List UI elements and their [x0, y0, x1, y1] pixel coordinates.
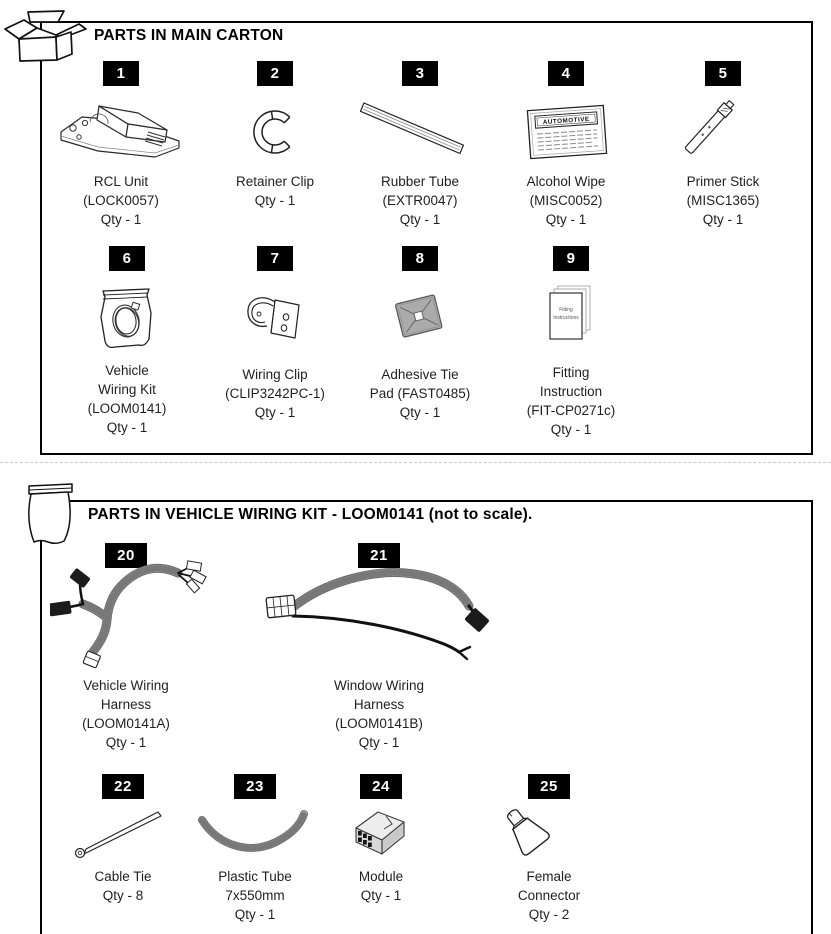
section-divider [0, 462, 831, 463]
label-line: Alcohol Wipe [526, 174, 606, 189]
label-line: Harness [100, 697, 152, 712]
part-number-tag-8: 8 [402, 246, 438, 271]
label-line: Retainer Clip [235, 174, 315, 189]
label-line: (FIT-CP0271c) [526, 403, 616, 418]
label-line: Vehicle Wiring [83, 678, 169, 693]
label-line: Qty - 1 [100, 212, 142, 227]
label-line: Qty - 1 [358, 735, 400, 750]
label-line: (LOOM0141) [87, 401, 167, 416]
vehicle-wiring-kit-bag-art [95, 283, 159, 361]
label-line: Qty - 1 [105, 735, 147, 750]
rubber-tube-art [360, 97, 480, 159]
part-number-tag-22: 22 [102, 774, 144, 799]
part-label-23 [218, 867, 292, 924]
part-label-4 [527, 172, 606, 229]
label-line: Plastic Tube [218, 869, 292, 884]
part-label-25 [518, 867, 580, 924]
label-line: Vehicle [105, 363, 149, 378]
part-label-3 [381, 172, 459, 229]
part-label-6 [88, 361, 167, 437]
part-number-tag-20: 20 [105, 543, 147, 568]
part-number-tag-23: 23 [234, 774, 276, 799]
plastic-bag-icon [26, 480, 78, 548]
label-line: Qty - 1 [702, 212, 744, 227]
wipe-packet-text: AUTOMOTIVE [542, 115, 590, 127]
part-number-tag-2: 2 [257, 61, 293, 86]
label-line: RCL Unit [93, 174, 149, 189]
label-line: Rubber Tube [380, 174, 460, 189]
label-line: Connector [517, 888, 581, 903]
label-line: (CLIP3242PC-1) [225, 386, 325, 401]
part-label-22 [94, 867, 151, 905]
label-line: Qty - 1 [399, 405, 441, 420]
label-line: Female [526, 869, 572, 884]
part-number-tag-4: 4 [548, 61, 584, 86]
label-line: Qty - 2 [528, 907, 570, 922]
label-line: Adhesive Tie [381, 367, 459, 382]
label-line: Qty - 1 [254, 193, 296, 208]
label-line: (LOOM0141A) [82, 716, 170, 731]
part-label-24 [359, 867, 403, 905]
part-number-tag-25: 25 [528, 774, 570, 799]
part-label-7 [225, 365, 325, 422]
wiring-clip-art [241, 290, 307, 347]
part-number-tag-24: 24 [360, 774, 402, 799]
label-line: 7x550mm [225, 888, 285, 903]
label-line: Instruction [539, 384, 603, 399]
label-line: (LOOM0141B) [335, 716, 423, 731]
part-number-tag-21: 21 [358, 543, 400, 568]
adhesive-tie-pad-art [388, 292, 450, 342]
label-line: Cable Tie [94, 869, 152, 884]
part-number-tag-7: 7 [257, 246, 293, 271]
booklet-text-line2: Instructions [553, 315, 579, 321]
part-label-5 [687, 172, 760, 229]
part-number-tag-9: 9 [553, 246, 589, 271]
primer-stick-art [664, 87, 749, 155]
retainer-clip-art [246, 100, 304, 164]
label-line: Window Wiring [333, 678, 425, 693]
label-line: Wiring Clip [242, 367, 308, 382]
label-line: Qty - 1 [399, 212, 441, 227]
part-number-tag-3: 3 [402, 61, 438, 86]
label-line: Fitting [552, 365, 590, 380]
plastic-tube-art [192, 808, 314, 856]
label-line: Module [358, 869, 404, 884]
label-line: Primer Stick [686, 174, 760, 189]
window-wiring-harness-art [262, 562, 492, 670]
label-line: (MISC1365) [686, 193, 760, 208]
alcohol-wipe-art [522, 99, 612, 165]
module-art [348, 802, 412, 860]
label-line: Qty - 1 [545, 212, 587, 227]
part-label-8 [370, 365, 471, 422]
rcl-unit-art [58, 95, 183, 163]
part-label-2 [236, 172, 314, 210]
vehicle-wiring-harness-art [50, 556, 232, 676]
label-line: (EXTR0047) [382, 193, 458, 208]
label-line: Pad (FAST0485) [369, 386, 471, 401]
part-number-tag-5: 5 [705, 61, 741, 86]
part-number-tag-6: 6 [109, 246, 145, 271]
label-line: (MISC0052) [529, 193, 603, 208]
part-number-tag-1: 1 [103, 61, 139, 86]
wiring-kit-title: PARTS IN VEHICLE WIRING KIT - LOOM0141 (not to scale). [88, 506, 533, 523]
main-carton-title: PARTS IN MAIN CARTON [94, 27, 284, 44]
carton-box-icon [2, 4, 94, 66]
part-label-21 [334, 676, 424, 752]
label-line: Qty - 1 [550, 422, 592, 437]
label-line: Harness [353, 697, 405, 712]
female-connector-art [494, 800, 556, 860]
cable-tie-art [70, 804, 170, 862]
fitting-instruction-booklet-art [542, 284, 598, 346]
label-line: Qty - 1 [106, 420, 148, 435]
label-line: Qty - 1 [234, 907, 276, 922]
label-line: Wiring Kit [98, 382, 156, 397]
label-line: (LOCK0057) [83, 193, 159, 208]
part-label-20 [82, 676, 170, 752]
label-line: Qty - 1 [254, 405, 296, 420]
booklet-text-line1: Fitting [559, 307, 573, 313]
part-label-1 [83, 172, 159, 229]
part-label-9 [527, 363, 616, 439]
label-line: Qty - 8 [102, 888, 144, 903]
label-line: Qty - 1 [360, 888, 402, 903]
